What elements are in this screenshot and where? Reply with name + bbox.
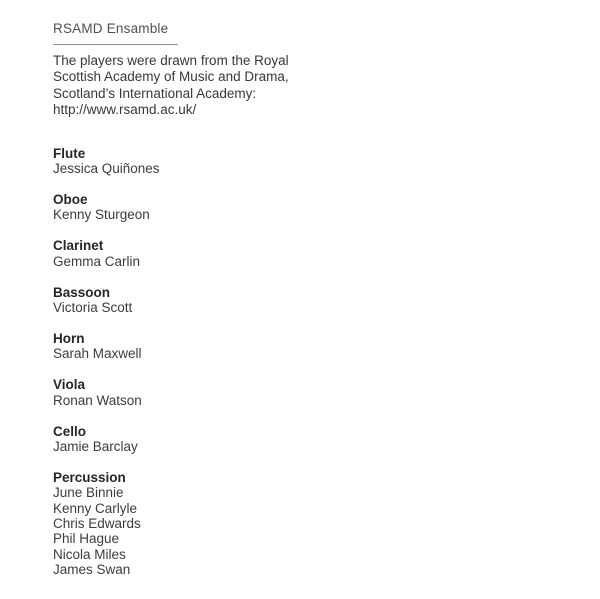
member-name: Ronan Watson bbox=[53, 392, 142, 408]
url-text: http://www.rsamd.ac.uk/ bbox=[53, 102, 197, 118]
member-name: Kenny Carlyle bbox=[53, 500, 138, 516]
roster-section-cello bbox=[53, 424, 560, 455]
instrument-heading: Viola bbox=[53, 377, 86, 393]
roster-section-viola bbox=[53, 377, 560, 408]
roster-section-bassoon bbox=[53, 285, 560, 316]
instrument-heading: Bassoon bbox=[53, 284, 111, 300]
roster-section-percussion bbox=[53, 470, 560, 578]
ensemble-roster bbox=[53, 146, 560, 578]
instrument-heading: Horn bbox=[53, 330, 85, 346]
roster-section-flute bbox=[53, 146, 560, 177]
instrument-heading: Clarinet bbox=[53, 238, 104, 254]
member-name: June Binnie bbox=[53, 485, 124, 501]
member-name: Phil Hague bbox=[53, 531, 120, 547]
roster-section-horn bbox=[53, 331, 560, 362]
instrument-heading: Percussion bbox=[53, 469, 126, 485]
member-name: Jessica Quiñones bbox=[53, 161, 160, 177]
intro-line: Scottish Academy of Music and Drama, bbox=[53, 69, 289, 85]
member-name: Gemma Carlin bbox=[53, 253, 141, 269]
intro-line: Scotland’s International Academy: bbox=[53, 85, 257, 101]
page-title: RSAMD Ensamble bbox=[53, 21, 169, 36]
instrument-heading: Oboe bbox=[53, 191, 88, 207]
instrument-heading: Cello bbox=[53, 423, 87, 439]
member-name: Chris Edwards bbox=[53, 516, 141, 532]
intro-line: The players were drawn from the Royal bbox=[53, 53, 289, 68]
member-name: Jamie Barclay bbox=[53, 438, 138, 454]
instrument-heading: Flute bbox=[53, 145, 86, 161]
roster-section-clarinet bbox=[53, 238, 560, 269]
member-name: James Swan bbox=[53, 562, 131, 578]
title-divider bbox=[53, 44, 178, 45]
member-name: Nicola Miles bbox=[53, 546, 126, 562]
member-name: Victoria Scott bbox=[53, 299, 133, 315]
member-name: Kenny Sturgeon bbox=[53, 207, 150, 223]
member-name: Sarah Maxwell bbox=[53, 346, 142, 362]
roster-section-oboe bbox=[53, 192, 560, 223]
intro-paragraph bbox=[53, 53, 560, 119]
